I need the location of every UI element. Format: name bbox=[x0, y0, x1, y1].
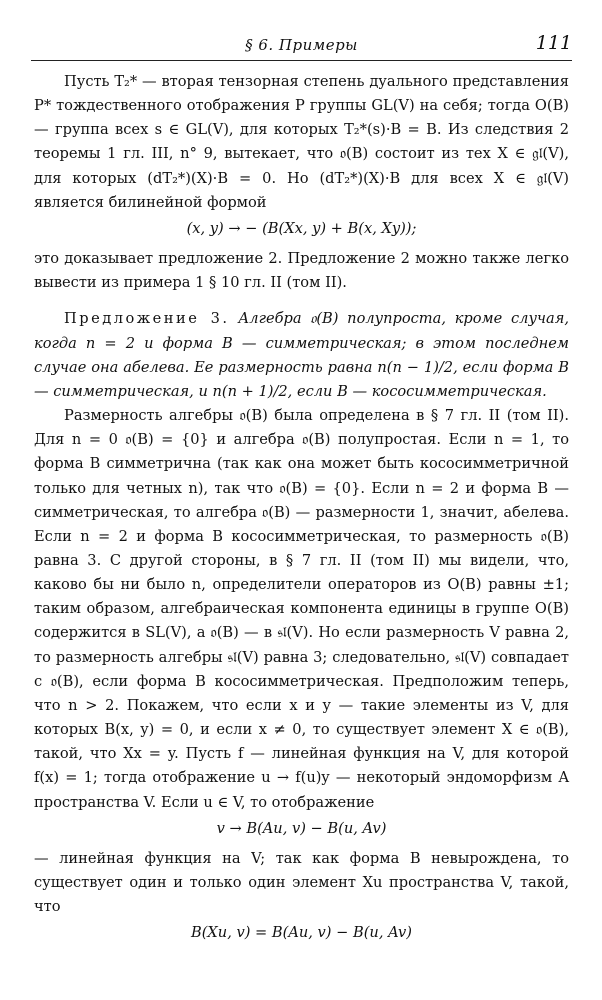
running-head: § 6. Примеры bbox=[245, 36, 358, 54]
proposition-3-statement: Алгебра 𝔬(B) полупроста, кроме случая, когда n = 2 и форма B — симметрическая; в этом последнем случае она абелева. Ее размерность равна n(n − 1)/2, если форма B — симметрическая, и n(n + 1)/2, если B — кососимметрическая. bbox=[34, 310, 569, 400]
paragraph-4: — линейная функция на V; так как форма B невырождена, то существует один и только один элемент Xu пространства V, такой, что bbox=[34, 849, 569, 916]
page-body bbox=[34, 70, 569, 951]
page-header bbox=[31, 30, 572, 61]
formula-bilinear-form: (x, y) → − (B(Xx, y) + B(x, Xy)); bbox=[186, 219, 417, 237]
formula-map: v → B(Au, v) − B(u, Av) bbox=[216, 819, 387, 837]
paragraph-2: это доказывает предложение 2. Предложение 2 можно также легко вывести из примера 1 § 10 гл. II (том II). bbox=[34, 250, 569, 292]
proposition-3 bbox=[34, 307, 569, 404]
page-number: 111 bbox=[535, 32, 572, 54]
formula-xu: B(Xu, v) = B(Au, v) − B(u, Av) bbox=[191, 924, 412, 942]
proposition-3-label: Предложение 3. bbox=[64, 310, 230, 328]
paragraph-3: Размерность алгебры 𝔬(B) была определена в § 7 гл. II (том II). Для n = 0 𝔬(B) = {0} и алгебра 𝔬(B) полупростая. Если n = 1, то форма B симметрична (так как она может быть кососимметричной только для четных n), так что 𝔬(B) = {0}. Если n = 2 и форма B — симметрическая, то алгебра 𝔬(B) — размерности 1, значит, абелева. Если n = 2 и форма B кососимметрическая, то размерность 𝔬(B) равна 3. С другой стороны, в § 7 гл. II (том II) мы видели, что, каково бы ни было n, определители операторов из O(B) равны ±1; таким образом, алгебраическая компонента единицы в группе O(B) содержится в SL(V), а 𝔬(B) — в 𝔰𝔩(V). Но если размерность V равна 2, то размерность алгебры 𝔰𝔩(V) равна 3; следовательно, 𝔰𝔩(V) совпадает с 𝔬(B), если форма B кососимметрическая. Предположим теперь, что n > 2. Покажем, что если x и y — такие элементы из V, для которых B(x, y) = 0, и если x ≠ 0, то существует элемент X ∈ 𝔬(B), такой, что Xx = y. Пусть f — линейная функция на V, для которой f(x) = 1; тогда отображение u → f(u)y — некоторый эндоморфизм A пространства V. Если u ∈ V, то отображение bbox=[34, 407, 569, 811]
paragraph-1: Пусть T₂* — вторая тензорная степень дуального представления P* тождественного отображения P группы GL(V) на себя; тогда O(B) — группа всех s ∈ GL(V), для которых T₂*(s)·B = B. Из следствия 2 теоремы 1 гл. III, n° 9, вытекает, что 𝔬(B) состоит из тех X ∈ 𝔤𝔩(V), для которых (dT₂*)(X)·B = 0. Но (dT₂*)(X)·B для всех X ∈ 𝔤𝔩(V) является билинейной формой bbox=[34, 73, 569, 211]
